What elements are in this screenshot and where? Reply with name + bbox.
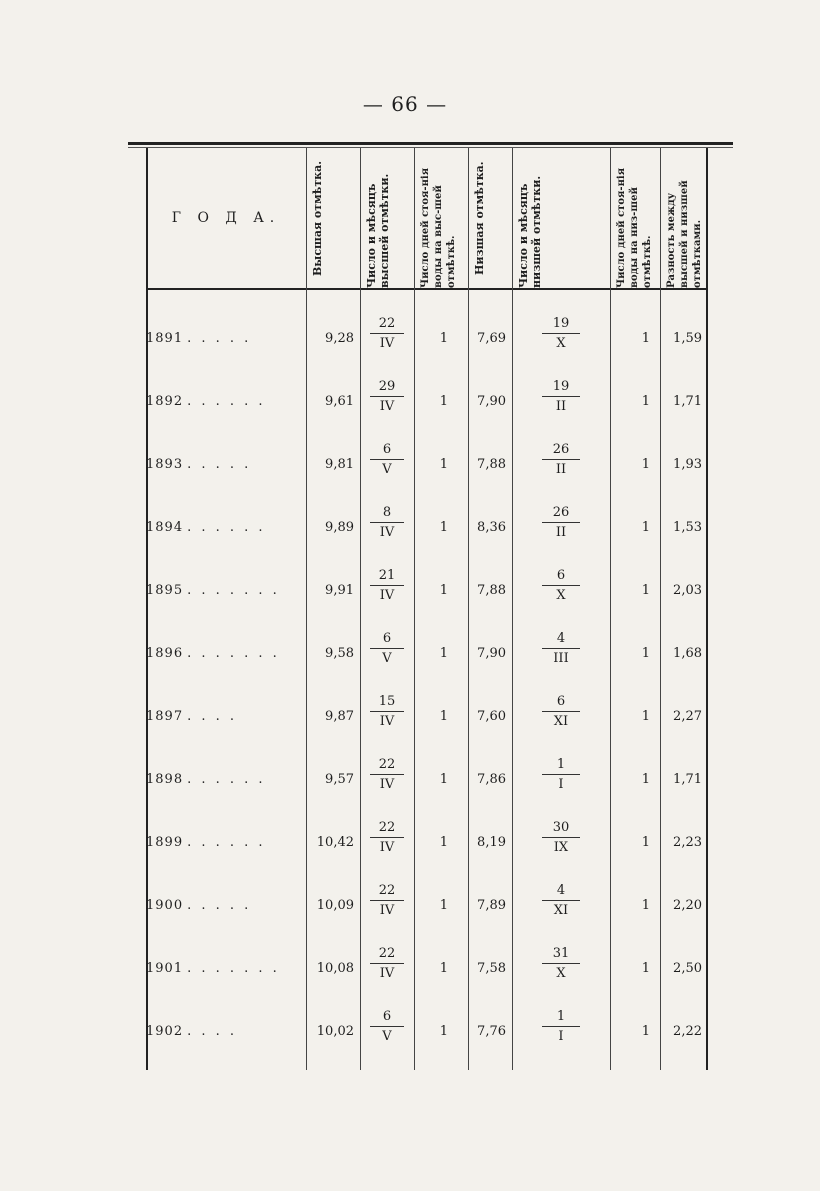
lowest-date <box>542 316 580 352</box>
lowest-month: X <box>556 966 566 981</box>
highest-mark: 9,81 <box>325 457 354 472</box>
year-cell <box>146 835 296 850</box>
lowest-day: 31 <box>552 946 570 961</box>
highest-month: V <box>382 1029 392 1044</box>
lowest-day: 26 <box>552 505 570 520</box>
leader-dots: . . . . . . <box>187 835 266 850</box>
highest-date <box>370 820 404 856</box>
highest-days: 1 <box>439 772 448 787</box>
lowest-date <box>542 568 580 604</box>
header-lowest-date: Число и мѣсяцъ низшей отмѣтки. <box>517 175 543 288</box>
highest-month: V <box>382 462 392 477</box>
fraction-bar <box>542 774 580 775</box>
highest-day: 21 <box>378 568 396 583</box>
highest-month: IV <box>379 777 395 792</box>
lowest-day: 30 <box>552 820 570 835</box>
lowest-month: I <box>558 777 564 792</box>
lowest-month: XI <box>553 903 569 918</box>
lowest-mark: 7,90 <box>477 394 506 409</box>
highest-days: 1 <box>439 709 448 724</box>
year-value: 1891 <box>146 331 184 346</box>
table-row <box>146 560 708 622</box>
fraction-bar <box>370 963 404 964</box>
difference: 2,23 <box>673 835 702 850</box>
difference: 1,71 <box>673 772 702 787</box>
fraction-bar <box>370 522 404 523</box>
highest-month: IV <box>379 399 395 414</box>
year-value: 1894 <box>146 520 184 535</box>
table-row <box>146 371 708 433</box>
lowest-date <box>542 442 580 478</box>
highest-mark: 10,42 <box>316 835 354 850</box>
header-highest: Высшая отмѣтка. <box>311 160 324 276</box>
highest-month: IV <box>379 714 395 729</box>
highest-date <box>370 883 404 919</box>
fraction-bar <box>370 585 404 586</box>
header-lowest-days: Число дней стоя-нія воды на низ-шей отмѣткѣ. <box>616 167 653 288</box>
leader-dots: . . . . . . <box>187 520 266 535</box>
lowest-days: 1 <box>641 646 650 661</box>
year-value: 1892 <box>146 394 184 409</box>
highest-date <box>370 316 404 352</box>
lowest-date <box>542 1009 580 1045</box>
lowest-month: II <box>555 525 567 540</box>
water-level-table <box>146 148 708 1070</box>
lowest-days: 1 <box>641 520 650 535</box>
top-rule <box>128 142 733 145</box>
lowest-day: 19 <box>552 316 570 331</box>
fraction-bar <box>542 333 580 334</box>
highest-days: 1 <box>439 961 448 976</box>
fraction-bar <box>370 459 404 460</box>
highest-month: IV <box>379 588 395 603</box>
lowest-date <box>542 757 580 793</box>
leader-dots: . . . . . . <box>187 772 266 787</box>
lowest-date <box>542 946 580 982</box>
lowest-mark: 7,58 <box>477 961 506 976</box>
header-lowest: Низшая отмѣтка. <box>473 161 486 275</box>
highest-mark: 10,02 <box>316 1024 354 1039</box>
leader-dots: . . . . . <box>187 898 252 913</box>
difference: 2,22 <box>673 1024 702 1039</box>
table-row <box>146 812 708 874</box>
header-highest-days: Число дней стоя-нія воды на выс-шей отмѣткѣ. <box>420 167 457 288</box>
difference: 1,68 <box>673 646 702 661</box>
lowest-mark: 7,89 <box>477 898 506 913</box>
leader-dots: . . . . <box>187 709 238 724</box>
table-row <box>146 1001 708 1063</box>
highest-mark: 9,58 <box>325 646 354 661</box>
highest-date <box>370 946 404 982</box>
lowest-mark: 8,19 <box>477 835 506 850</box>
highest-days: 1 <box>439 520 448 535</box>
lowest-days: 1 <box>641 583 650 598</box>
highest-mark: 9,87 <box>325 709 354 724</box>
fraction-bar <box>370 648 404 649</box>
header-highest-date: Число и мѣсяцъ высшей отмѣтки. <box>365 173 391 288</box>
fraction-bar <box>370 711 404 712</box>
table-row <box>146 749 708 811</box>
lowest-mark: 8,36 <box>477 520 506 535</box>
year-value: 1896 <box>146 646 184 661</box>
year-cell <box>146 394 296 409</box>
highest-date <box>370 442 404 478</box>
leader-dots: . . . . . <box>187 457 252 472</box>
highest-day: 6 <box>382 442 392 457</box>
lowest-days: 1 <box>641 1024 650 1039</box>
fraction-bar <box>370 900 404 901</box>
leader-dots: . . . . . . <box>187 394 266 409</box>
year-cell <box>146 520 296 535</box>
highest-mark: 9,28 <box>325 331 354 346</box>
highest-date <box>370 757 404 793</box>
highest-days: 1 <box>439 457 448 472</box>
table-row <box>146 938 708 1000</box>
year-cell <box>146 646 296 661</box>
fraction-bar <box>542 900 580 901</box>
difference: 2,20 <box>673 898 702 913</box>
lowest-mark: 7,88 <box>477 583 506 598</box>
difference: 2,03 <box>673 583 702 598</box>
highest-days: 1 <box>439 1024 448 1039</box>
highest-mark: 9,57 <box>325 772 354 787</box>
leader-dots: . . . . . <box>187 331 252 346</box>
lowest-month: X <box>556 336 566 351</box>
lowest-date <box>542 820 580 856</box>
year-value: 1895 <box>146 583 184 598</box>
leader-dots: . . . . . . . <box>187 961 280 976</box>
lowest-mark: 7,88 <box>477 457 506 472</box>
difference: 1,71 <box>673 394 702 409</box>
highest-date <box>370 1009 404 1045</box>
highest-day: 22 <box>378 757 396 772</box>
lowest-days: 1 <box>641 331 650 346</box>
lowest-day: 6 <box>556 694 566 709</box>
page-number: — 66 — <box>362 92 448 116</box>
lowest-month: II <box>555 462 567 477</box>
lowest-days: 1 <box>641 709 650 724</box>
highest-day: 22 <box>378 316 396 331</box>
table-row <box>146 875 708 937</box>
highest-day: 22 <box>378 883 396 898</box>
year-cell <box>146 1024 296 1039</box>
year-cell <box>146 457 296 472</box>
lowest-day: 6 <box>556 568 566 583</box>
lowest-mark: 7,69 <box>477 331 506 346</box>
highest-days: 1 <box>439 394 448 409</box>
leader-dots: . . . . . . . <box>187 583 280 598</box>
highest-days: 1 <box>439 646 448 661</box>
header-difference: Разность между высшей и низшей отмѣтками. <box>666 180 703 288</box>
highest-days: 1 <box>439 331 448 346</box>
lowest-mark: 7,76 <box>477 1024 506 1039</box>
year-cell <box>146 709 296 724</box>
highest-month: IV <box>379 840 395 855</box>
highest-mark: 9,89 <box>325 520 354 535</box>
fraction-bar <box>370 333 404 334</box>
leader-dots: . . . . <box>187 1024 238 1039</box>
lowest-month: I <box>558 1029 564 1044</box>
highest-days: 1 <box>439 835 448 850</box>
difference: 2,27 <box>673 709 702 724</box>
year-value: 1897 <box>146 709 184 724</box>
lowest-month: III <box>553 651 569 666</box>
highest-day: 29 <box>378 379 396 394</box>
lowest-mark: 7,90 <box>477 646 506 661</box>
lowest-date <box>542 379 580 415</box>
highest-date <box>370 568 404 604</box>
lowest-days: 1 <box>641 961 650 976</box>
table-row <box>146 434 708 496</box>
lowest-date <box>542 694 580 730</box>
header-years: Г О Д А. <box>171 210 281 226</box>
highest-day: 15 <box>378 694 396 709</box>
fraction-bar <box>542 396 580 397</box>
lowest-day: 26 <box>552 442 570 457</box>
year-value: 1898 <box>146 772 184 787</box>
highest-month: IV <box>379 966 395 981</box>
highest-day: 6 <box>382 1009 392 1024</box>
lowest-day: 19 <box>552 379 570 394</box>
highest-date <box>370 379 404 415</box>
year-cell <box>146 583 296 598</box>
highest-days: 1 <box>439 898 448 913</box>
year-cell <box>146 898 296 913</box>
lowest-month: II <box>555 399 567 414</box>
year-value: 1900 <box>146 898 184 913</box>
fraction-bar <box>542 585 580 586</box>
highest-month: IV <box>379 903 395 918</box>
highest-month: V <box>382 651 392 666</box>
lowest-date <box>542 631 580 667</box>
lowest-day: 1 <box>556 1009 566 1024</box>
year-value: 1901 <box>146 961 184 976</box>
fraction-bar <box>370 837 404 838</box>
lowest-day: 4 <box>556 883 566 898</box>
lowest-date <box>542 505 580 541</box>
highest-days: 1 <box>439 583 448 598</box>
lowest-days: 1 <box>641 835 650 850</box>
year-cell <box>146 331 296 346</box>
fraction-bar <box>542 648 580 649</box>
year-value: 1893 <box>146 457 184 472</box>
lowest-date <box>542 883 580 919</box>
highest-day: 6 <box>382 631 392 646</box>
fraction-bar <box>542 711 580 712</box>
fraction-bar <box>542 459 580 460</box>
highest-month: IV <box>379 525 395 540</box>
highest-day: 22 <box>378 820 396 835</box>
highest-date <box>370 631 404 667</box>
table-row <box>146 686 708 748</box>
lowest-days: 1 <box>641 394 650 409</box>
lowest-mark: 7,60 <box>477 709 506 724</box>
fraction-bar <box>370 396 404 397</box>
table-row <box>146 497 708 559</box>
difference: 1,59 <box>673 331 702 346</box>
fraction-bar <box>542 1026 580 1027</box>
difference: 1,53 <box>673 520 702 535</box>
table-row <box>146 308 708 370</box>
lowest-day: 1 <box>556 757 566 772</box>
lowest-month: XI <box>553 714 569 729</box>
year-value: 1902 <box>146 1024 184 1039</box>
fraction-bar <box>542 963 580 964</box>
difference: 2,50 <box>673 961 702 976</box>
table-row <box>146 623 708 685</box>
lowest-days: 1 <box>641 457 650 472</box>
highest-mark: 10,09 <box>316 898 354 913</box>
year-value: 1899 <box>146 835 184 850</box>
year-cell <box>146 772 296 787</box>
highest-day: 8 <box>382 505 392 520</box>
lowest-month: IX <box>553 840 569 855</box>
highest-mark: 9,61 <box>325 394 354 409</box>
year-cell <box>146 961 296 976</box>
highest-mark: 10,08 <box>316 961 354 976</box>
lowest-days: 1 <box>641 772 650 787</box>
highest-month: IV <box>379 336 395 351</box>
fraction-bar <box>370 774 404 775</box>
highest-date <box>370 505 404 541</box>
header-divider <box>146 288 708 290</box>
fraction-bar <box>542 837 580 838</box>
highest-mark: 9,91 <box>325 583 354 598</box>
lowest-mark: 7,86 <box>477 772 506 787</box>
difference: 1,93 <box>673 457 702 472</box>
fraction-bar <box>542 522 580 523</box>
lowest-day: 4 <box>556 631 566 646</box>
fraction-bar <box>370 1026 404 1027</box>
leader-dots: . . . . . . . <box>187 646 280 661</box>
highest-date <box>370 694 404 730</box>
lowest-month: X <box>556 588 566 603</box>
highest-day: 22 <box>378 946 396 961</box>
lowest-days: 1 <box>641 898 650 913</box>
